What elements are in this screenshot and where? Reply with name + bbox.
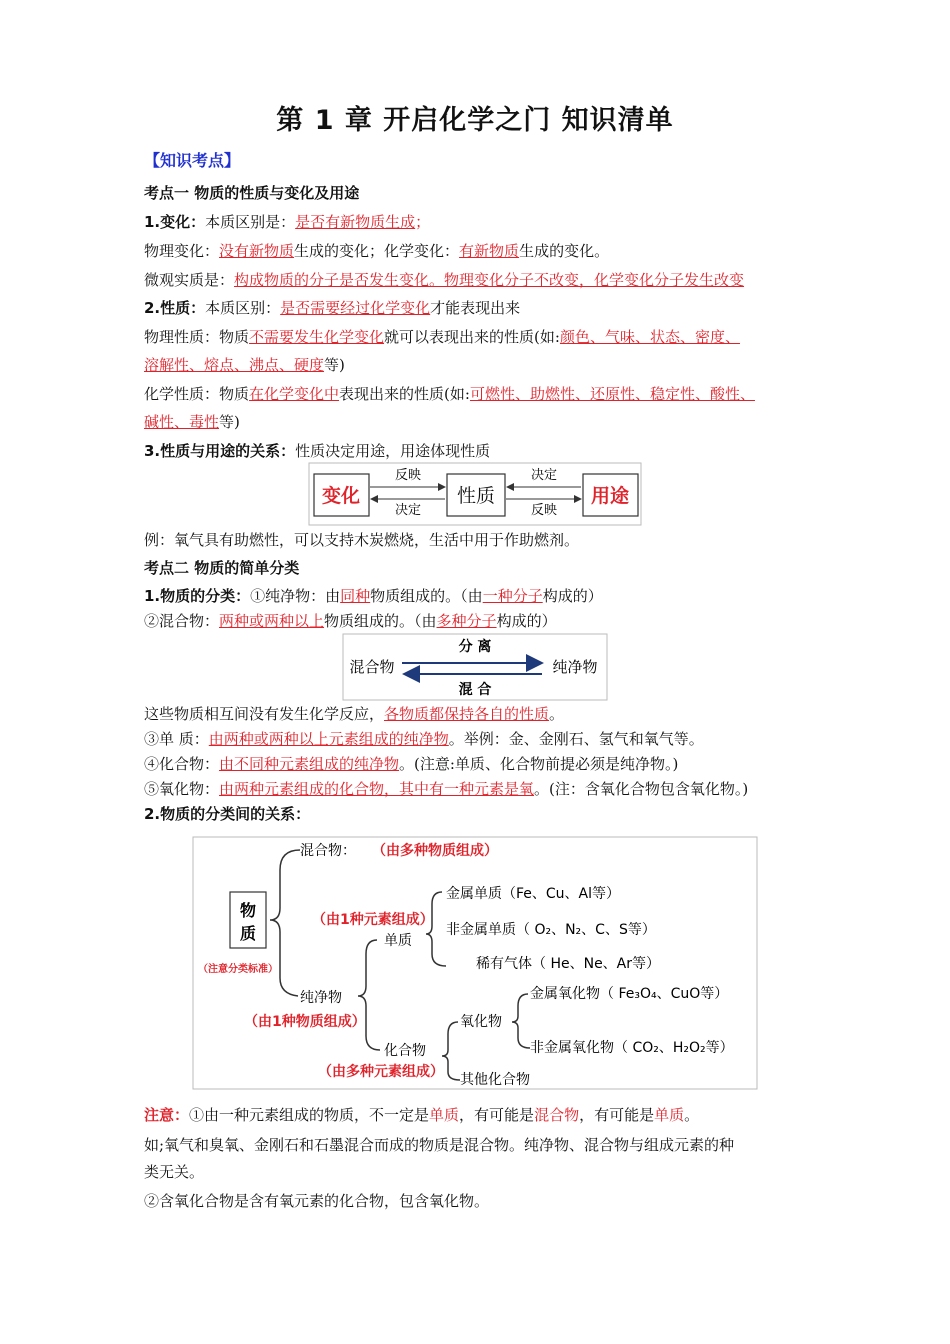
text: ，有可能是 — [579, 1106, 655, 1124]
separation-mixing-diagram — [342, 633, 608, 701]
attention-label: 注意： — [144, 1106, 190, 1124]
text: 生成的变化；化学变化： — [294, 242, 460, 260]
text: 。 — [549, 705, 565, 723]
box-property-label: 性质 — [456, 485, 496, 507]
nonmetal-oxide: 非金属氧化物（ CO₂、H₂O₂等） — [530, 1040, 734, 1056]
chem-property-line-2 — [144, 412, 812, 432]
nonmetal-element: 非金属单质（ O₂、N₂、C、S等） — [446, 922, 656, 938]
note-line — [144, 704, 812, 724]
answer: 颜色、气味、状态、密度、 — [559, 328, 740, 346]
change-label: 1.变化： — [144, 213, 206, 231]
oxide-label: 氧化物 — [460, 1014, 502, 1030]
text: ④化合物： — [144, 755, 220, 773]
text: 才能表现出来 — [430, 299, 521, 317]
other-compound: 其他化合物 — [460, 1072, 530, 1088]
kd2-title: 考点二 物质的简单分类 — [144, 559, 300, 577]
answer: 同种 — [340, 587, 371, 605]
metal-element: 金属单质（Fe、Cu、Al等） — [446, 886, 621, 902]
text: 物质组成的。（由 — [370, 587, 483, 605]
text: ①纯净物：由 — [250, 587, 341, 605]
arrow2-top-label: 决定 — [530, 468, 558, 483]
compound-line — [144, 754, 812, 774]
answer: 可燃性、助燃性、还原性、稳定性、酸性、 — [469, 385, 755, 403]
text: 本质区别： — [205, 299, 281, 317]
phys-change-line — [144, 241, 812, 261]
kd1-title: 考点一 物质的性质与变化及用途 — [144, 184, 360, 202]
text: 性质决定用途，用途体现性质 — [295, 442, 491, 460]
arrow2-bottom-label: 反映 — [530, 503, 558, 518]
text: ①由一种元素组成的物质，不一定是 — [189, 1106, 430, 1124]
answer: 构成物质的分子是否发生变化。物理变化分子不改变，化学变化分子发生改变 — [234, 271, 745, 289]
text: 单质 — [654, 1106, 685, 1124]
text: 本质区别是： — [205, 213, 296, 231]
text: ，有可能是 — [459, 1106, 535, 1124]
answer: 由两种元素组成的化合物，其中有一种元素是氧 — [219, 780, 535, 798]
text: 物质组成的。（由 — [324, 612, 437, 630]
text: 生成的变化。 — [519, 242, 610, 260]
metal-oxide: 金属氧化物（ Fe₃O₄、CuO等） — [530, 986, 729, 1002]
answer: 在化学变化中 — [249, 385, 340, 403]
text: ②混合物： — [144, 612, 220, 630]
classify-label: 1.物质的分类： — [144, 587, 251, 605]
answer: 是否有新物质生成 — [295, 213, 416, 231]
text: 。举例：金、金刚石、氢气和氧气等。 — [448, 730, 704, 748]
text: ③单 质： — [144, 730, 209, 748]
page-title: 第 1 章 开启化学之门 知识清单 — [276, 105, 674, 136]
answer: 没有新物质 — [219, 242, 295, 260]
micro-line — [144, 270, 812, 290]
text: 构成的） — [542, 587, 603, 605]
box-change-label: 变化 — [321, 485, 361, 507]
text: 单质 — [429, 1106, 460, 1124]
text: 构成的） — [496, 612, 557, 630]
section-heading: 【知识考点】 — [144, 151, 241, 170]
property-line — [144, 298, 812, 318]
text: 化学性质：物质 — [144, 385, 250, 403]
answer: 一种分子 — [482, 587, 543, 605]
mixture-note: （由多种物质组成） — [372, 843, 498, 859]
text: ； — [415, 213, 431, 231]
bottom-label: 混 合 — [458, 682, 492, 698]
text: 等) — [219, 413, 240, 431]
text: 表现出来的性质(如: — [339, 385, 470, 403]
compound-label: 化合物 — [384, 1043, 426, 1059]
change-line — [144, 212, 812, 232]
answer: 是否需要经过化学变化 — [280, 299, 431, 317]
right-label: 纯净物 — [552, 658, 598, 676]
example-line: 例：氧气具有助燃性，可以支持木炭燃烧，生活中用于作助燃剂。 — [144, 531, 580, 549]
text: 。(注：含氧化合物包含氧化物。) — [534, 780, 749, 798]
relation-label: 3.性质与用途的关系： — [144, 442, 296, 460]
pure-label: 纯净物 — [300, 990, 342, 1006]
answer: 不需要发生化学变化 — [249, 328, 385, 346]
change-property-use-diagram — [308, 462, 642, 526]
mixture-label: 混合物： — [300, 843, 356, 859]
answer: 溶解性、熔点、沸点、硬度 — [144, 356, 325, 374]
attention-line — [144, 1105, 812, 1125]
answer: 两种或两种以上 — [219, 612, 325, 630]
classification-tree-diagram — [192, 836, 758, 1090]
text: 物理性质：物质 — [144, 328, 250, 346]
mixture-line — [144, 611, 812, 631]
left-label: 混合物 — [349, 658, 395, 676]
relation-label: 2.物质的分类间的关系： — [144, 805, 311, 823]
text: 。 — [684, 1106, 700, 1124]
answer: 多种分子 — [436, 612, 497, 630]
attention-p4: ②含氧化合物是含有氧元素的化合物，包含氧化物。 — [144, 1192, 490, 1210]
compound-note: （由多种元素组成） — [318, 1064, 444, 1080]
root-char-2: 质 — [239, 924, 257, 943]
text: 。(注意:单质、化合物前提必须是纯净物。) — [399, 755, 679, 773]
noble-gas: 稀有气体（ He、Ne、Ar等） — [476, 956, 661, 972]
text: 这些物质相互间没有发生化学反应， — [144, 705, 385, 723]
elem-label: 单质 — [384, 933, 412, 949]
arrow1-top-label: 反映 — [394, 468, 422, 483]
element-line — [144, 729, 812, 749]
text: 混合物 — [534, 1106, 580, 1124]
oxide-line — [144, 779, 812, 799]
phys-property-line — [144, 327, 812, 347]
classify-line — [144, 586, 812, 606]
box-use-label: 用途 — [590, 485, 630, 507]
answer: 由两种或两种以上元素组成的纯净物 — [208, 730, 449, 748]
text: 微观实质是： — [144, 271, 235, 289]
text: ⑤氧化物： — [144, 780, 220, 798]
answer: 由不同种元素组成的纯净物 — [219, 755, 400, 773]
text: 等) — [324, 356, 345, 374]
answer: 碱性、毒性 — [144, 413, 220, 431]
elem-note: （由1种元素组成） — [312, 912, 434, 928]
attention-p2: 如;氧气和臭氧、金刚石和石墨混合而成的物质是混合物。纯净物、混合物与组成元素的种 — [144, 1136, 735, 1154]
answer: 有新物质 — [459, 242, 520, 260]
property-label: 2.性质： — [144, 299, 206, 317]
phys-property-line-2 — [144, 355, 812, 375]
arrow1-bottom-label: 决定 — [394, 503, 422, 518]
root-note: （注意分类标准） — [198, 964, 278, 975]
relation-line — [144, 441, 812, 461]
pure-note: （由1种物质组成） — [244, 1014, 366, 1030]
text: 就可以表现出来的性质(如: — [384, 328, 560, 346]
answer: 各物质都保持各自的性质 — [384, 705, 550, 723]
root-char-1: 物 — [239, 901, 257, 920]
text: 物理变化： — [144, 242, 220, 260]
top-label: 分 离 — [458, 639, 492, 655]
attention-p3: 类无关。 — [144, 1163, 205, 1181]
chem-property-line — [144, 384, 812, 404]
